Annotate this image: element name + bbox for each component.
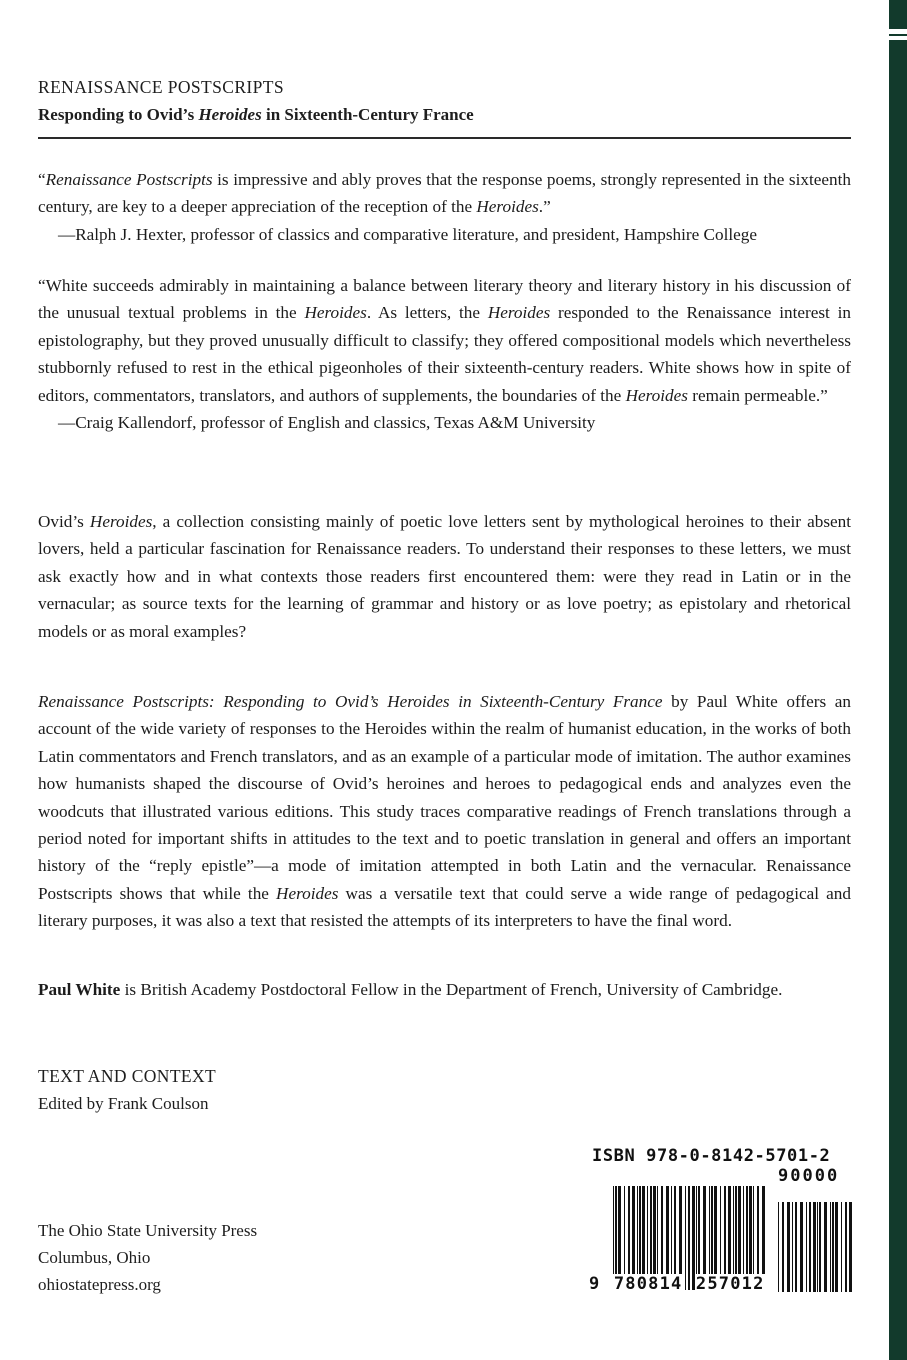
author-name: Paul White [38, 980, 121, 999]
series-name: TEXT AND CONTEXT [38, 1066, 217, 1086]
italic-text-run: Heroides [487, 303, 551, 323]
publisher-city: Columbus, Ohio [38, 1248, 151, 1267]
barcode-bar [845, 1202, 847, 1292]
subtitle-text-end: in Sixteenth-Century France [261, 105, 474, 124]
endorsement-2 [38, 272, 851, 436]
isbn-barcode [588, 1146, 863, 1296]
barcode-bar [792, 1202, 793, 1292]
italic-text-run: Heroides [625, 385, 688, 405]
text-run: by Paul White offers an account of the wide variety of responses to the Heroides within the realm of humanist education, in the works of both Latin commentators and French translators, and as an example of a particular mode of imitation. The author examines how humanists shaped the discourse of Ovid’s heroines and heroes to pedagogical ends and analyzes even the woodcuts that illustrated various editions. This study traces comparative readings of French translations through a period noted for important shifts in attitudes to the text and to poetic translation in general and offers an important history of the “reply epistle”—a mode of imitation attempted in both Latin and the vernacular. Renaissance Postscripts shows that while the [38, 692, 851, 903]
endorsement-attribution: —Ralph J. Hexter, professor of classics and comparative literature, and president, Hampshire College [58, 224, 758, 244]
barcode-bar [819, 1202, 821, 1292]
barcode-addon-bars [778, 1202, 853, 1292]
author-bio-text: is British Academy Postdoctoral Fellow in the Department of French, University of Cambridge. [120, 980, 783, 999]
book-spine-edge [889, 0, 907, 1360]
author-bio [38, 976, 851, 1003]
barcode-group-1: 780814 [613, 1274, 683, 1294]
subtitle-text: Responding to Ovid’s [38, 105, 199, 124]
series-editor: Edited by Frank Coulson [38, 1094, 209, 1113]
barcode-bar [824, 1202, 827, 1292]
endorsement-attribution: —Craig Kallendorf, professor of English and classics, Texas A&M University [58, 413, 596, 433]
italic-text-run: Heroides [276, 883, 339, 903]
publisher-website: ohiostatepress.org [38, 1275, 161, 1294]
text-run: was a versatile text that could serve a wide range of pedagogical and literary purposes, it was also a text that resisted the attempts of its interpreters to have the final word. [38, 883, 851, 931]
barcode-bar [835, 1202, 838, 1292]
barcode-bar [787, 1202, 790, 1292]
text-run: responded to the Renaissance interest in epistolography, but they proved unusually difficult to classify; they offered compositional models which nevertheless stubbornly refused to rest in the ethical pigeonholes of their sixteenth-century readers. White shows how in spite of editors, commentators, translators, and authors of supplements, the boundaries of the [38, 303, 851, 405]
book-title: RENAISSANCE POSTSCRIPTS [38, 77, 284, 97]
endorsement-quote [38, 272, 851, 409]
subtitle-italic-text: Heroides [198, 105, 262, 124]
barcode-bar [795, 1202, 797, 1292]
italic-text-run: Renaissance Postscripts [45, 170, 213, 189]
text-run: , a collection consisting mainly of poetic love letters sent by mythological heroines to their absent lovers, held a particular fascination for Renaissance readers. To understand their responses to these letters, we must ask exactly how and in what contexts those readers first encountered them: were they read in Latin or in the vernacular; as source texts for the learning of grammar and history or as love poetry; as epistolary and rhetorical models or as moral examples? [38, 512, 852, 641]
barcode-bar [817, 1202, 818, 1292]
barcode-bar [813, 1202, 816, 1292]
endorsement-quote [38, 166, 851, 221]
italic-text-run: Renaissance Postscripts: Responding to Ovid’s Heroides in Sixteenth-Century France [38, 692, 663, 711]
barcode-bar [800, 1202, 803, 1292]
barcode-bar [830, 1202, 831, 1292]
barcode-bar [849, 1202, 852, 1292]
title-divider [38, 137, 851, 139]
publisher-name: The Ohio State University Press [38, 1221, 258, 1240]
barcode-digits [588, 1274, 766, 1294]
italic-text-run: Heroides [89, 512, 153, 531]
barcode-bar [832, 1202, 834, 1292]
endorsement-1 [38, 166, 851, 248]
barcode-bar [809, 1202, 811, 1292]
isbn-label: ISBN 978-0-8142-5701-2 [592, 1146, 831, 1166]
description-paragraph-2 [38, 688, 851, 935]
text-run: Ovid’s [38, 512, 90, 531]
text-run: is impressive and ably proves that the response poems, strongly represented in the sixteenth century, are key to a deeper appreciation of the reception of the [38, 170, 851, 217]
description-paragraph-1 [38, 508, 851, 645]
price-code: 90000 [778, 1166, 840, 1186]
spine-gap-stripe [889, 29, 907, 40]
publisher-block [38, 1217, 257, 1298]
book-subtitle [38, 105, 474, 125]
barcode-bar [782, 1202, 784, 1292]
text-run: .” [538, 197, 551, 217]
barcode-group-2: 257012 [695, 1274, 765, 1294]
barcode-bar [841, 1202, 842, 1292]
spine-rule [889, 34, 907, 36]
text-run: “White succeeds admirably in maintaining a balance between literary theory and literary history in his discussion of the unusual textual problems in the [38, 276, 851, 323]
barcode-lead-digit: 9 [589, 1274, 601, 1294]
italic-text-run: Heroides [476, 197, 539, 217]
text-run: remain permeable.” [687, 385, 828, 405]
italic-text-run: Heroides [304, 303, 367, 323]
barcode-bar [778, 1202, 779, 1292]
barcode-bar [806, 1202, 807, 1292]
text-run: “ [38, 170, 46, 189]
text-run: . As letters, the [366, 303, 488, 323]
